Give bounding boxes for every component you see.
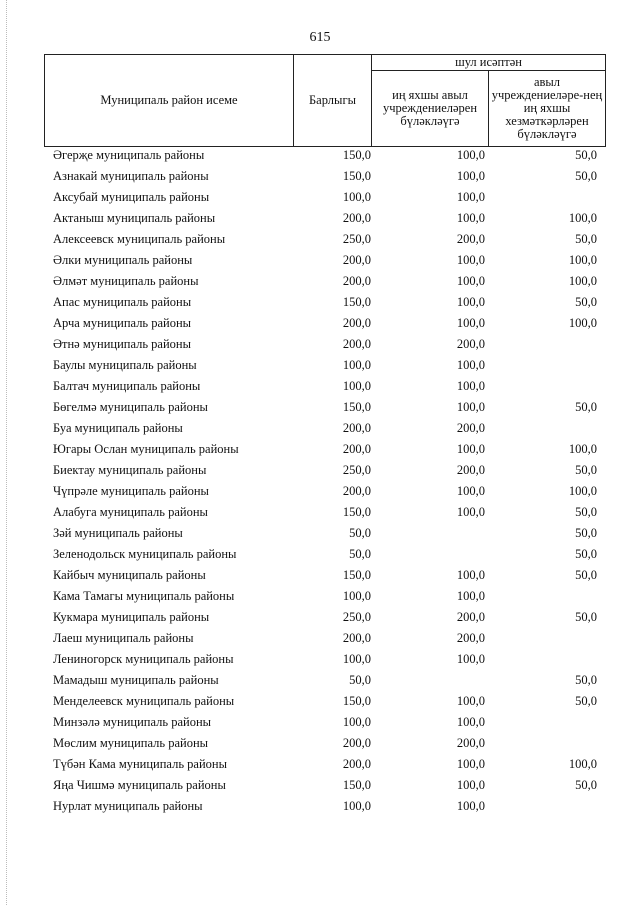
table-row [44, 334, 605, 355]
district-name: Түбән Кама муниципаль районы [53, 757, 227, 771]
total-value: 200,0 [342, 442, 371, 456]
table-row [44, 271, 605, 292]
total-value: 200,0 [342, 421, 371, 435]
total-value: 50,0 [349, 673, 371, 687]
table-row [44, 649, 605, 670]
table-row [44, 670, 605, 691]
district-name: Кама Тамагы муниципаль районы [53, 589, 235, 603]
workers-value: 50,0 [575, 463, 597, 477]
total-value: 150,0 [342, 694, 371, 708]
total-value: 100,0 [342, 652, 371, 666]
total-value: 200,0 [342, 253, 371, 267]
page-number: 615 [309, 30, 331, 45]
table-row [44, 691, 605, 712]
table-header [44, 54, 606, 147]
institutions-value: 100,0 [456, 715, 485, 729]
workers-value: 100,0 [568, 274, 597, 288]
district-name: Зәй муниципаль районы [53, 526, 183, 540]
district-name: Лениногорск муниципаль районы [53, 652, 234, 666]
district-name: Алексеевск муниципаль районы [53, 232, 226, 246]
district-name: Буа муниципаль районы [53, 421, 183, 435]
table-row [44, 145, 605, 166]
district-name: Яңа Чишмә муниципаль районы [53, 778, 226, 792]
district-name: Югары Ослан муниципаль районы [53, 442, 239, 456]
district-name: Мөслим муниципаль районы [53, 736, 209, 750]
table-row [44, 523, 605, 544]
institutions-value: 200,0 [456, 736, 485, 750]
table-row [44, 796, 605, 817]
district-name: Азнакай муниципаль районы [53, 169, 209, 183]
district-name: Апас муниципаль районы [53, 295, 192, 309]
institutions-value: 100,0 [456, 799, 485, 813]
workers-value: 100,0 [568, 316, 597, 330]
institutions-value: 100,0 [456, 778, 485, 792]
workers-value: 50,0 [575, 232, 597, 246]
table-row [44, 460, 605, 481]
table-row [44, 502, 605, 523]
institutions-value: 100,0 [456, 484, 485, 498]
table-row [44, 607, 605, 628]
total-value: 200,0 [342, 484, 371, 498]
institutions-value: 100,0 [456, 274, 485, 288]
total-value: 50,0 [349, 526, 371, 540]
district-name: Кайбыч муниципаль районы [53, 568, 206, 582]
table-row [44, 481, 605, 502]
workers-value: 50,0 [575, 295, 597, 309]
institutions-value: 100,0 [456, 442, 485, 456]
total-value: 150,0 [342, 400, 371, 414]
table-row [44, 355, 605, 376]
institutions-value: 100,0 [456, 505, 485, 519]
table-row [44, 229, 605, 250]
institutions-value: 100,0 [456, 148, 485, 162]
total-value: 200,0 [342, 337, 371, 351]
table-row [44, 565, 605, 586]
total-value: 200,0 [342, 211, 371, 225]
table-row [44, 250, 605, 271]
total-value: 200,0 [342, 274, 371, 288]
total-value: 150,0 [342, 505, 371, 519]
header-group: шул исәптән [372, 55, 606, 71]
total-value: 100,0 [342, 190, 371, 204]
scan-edge-marks [6, 0, 9, 905]
district-name: Нурлат муниципаль районы [53, 799, 203, 813]
total-value: 200,0 [342, 757, 371, 771]
district-name: Аксубай муниципаль районы [53, 190, 210, 204]
table-row [44, 439, 605, 460]
institutions-value: 100,0 [456, 400, 485, 414]
institutions-value: 100,0 [456, 379, 485, 393]
institutions-value: 100,0 [456, 694, 485, 708]
total-value: 200,0 [342, 316, 371, 330]
total-value: 150,0 [342, 778, 371, 792]
district-name: Мамадыш муниципаль районы [53, 673, 219, 687]
table-row [44, 397, 605, 418]
institutions-value: 200,0 [456, 421, 485, 435]
table-row [44, 418, 605, 439]
workers-value: 100,0 [568, 253, 597, 267]
total-value: 150,0 [342, 295, 371, 309]
workers-value: 50,0 [575, 694, 597, 708]
header-best-workers: авыл учреждениеләре-нең иң яхшы хезмәткәрләрен бүләкләүгә [489, 71, 606, 147]
table-row [44, 628, 605, 649]
district-name: Алабуга муниципаль районы [53, 505, 208, 519]
workers-value: 100,0 [568, 757, 597, 771]
district-name: Менделеевск муниципаль районы [53, 694, 235, 708]
table-row [44, 166, 605, 187]
total-value: 100,0 [342, 379, 371, 393]
table-row [44, 376, 605, 397]
table-row [44, 754, 605, 775]
institutions-value: 100,0 [456, 757, 485, 771]
institutions-value: 100,0 [456, 295, 485, 309]
district-name: Минзәлә муниципаль районы [53, 715, 212, 729]
total-value: 150,0 [342, 568, 371, 582]
total-value: 150,0 [342, 169, 371, 183]
workers-value: 50,0 [575, 673, 597, 687]
table-row [44, 733, 605, 754]
workers-value: 50,0 [575, 568, 597, 582]
workers-value: 50,0 [575, 169, 597, 183]
workers-value: 50,0 [575, 400, 597, 414]
header-best-institutions: иң яхшы авыл учреждениеләрен бүләкләүгә [372, 71, 489, 147]
header-total: Барлыгы [294, 55, 372, 147]
table-row [44, 292, 605, 313]
workers-value: 50,0 [575, 610, 597, 624]
total-value: 100,0 [342, 589, 371, 603]
district-name: Биектау муниципаль районы [53, 463, 207, 477]
institutions-value: 200,0 [456, 631, 485, 645]
header-district-name: Муниципаль район исеме [45, 55, 294, 147]
district-name: Арча муниципаль районы [53, 316, 192, 330]
workers-value: 50,0 [575, 547, 597, 561]
total-value: 100,0 [342, 358, 371, 372]
institutions-value: 100,0 [456, 316, 485, 330]
workers-value: 50,0 [575, 148, 597, 162]
total-value: 200,0 [342, 631, 371, 645]
institutions-value: 100,0 [456, 211, 485, 225]
institutions-value: 200,0 [456, 337, 485, 351]
district-name: Зеленодольск муниципаль районы [53, 547, 237, 561]
district-name: Әтнә муниципаль районы [53, 337, 192, 351]
institutions-value: 100,0 [456, 190, 485, 204]
table-row [44, 187, 605, 208]
district-name: Әгерҗе муниципаль районы [53, 148, 205, 162]
workers-value: 100,0 [568, 484, 597, 498]
institutions-value: 100,0 [456, 169, 485, 183]
district-name: Чүпрәле муниципаль районы [53, 484, 209, 498]
district-name: Әлки муниципаль районы [53, 253, 193, 267]
workers-value: 100,0 [568, 211, 597, 225]
table-row [44, 712, 605, 733]
institutions-value: 200,0 [456, 232, 485, 246]
total-value: 50,0 [349, 547, 371, 561]
total-value: 200,0 [342, 736, 371, 750]
total-value: 250,0 [342, 463, 371, 477]
total-value: 250,0 [342, 610, 371, 624]
institutions-value: 100,0 [456, 652, 485, 666]
workers-value: 50,0 [575, 505, 597, 519]
district-name: Актаныш муниципаль районы [53, 211, 216, 225]
table-row [44, 208, 605, 229]
table-row [44, 313, 605, 334]
workers-value: 50,0 [575, 778, 597, 792]
district-name: Балтач муниципаль районы [53, 379, 201, 393]
table-body [44, 145, 605, 817]
institutions-value: 200,0 [456, 463, 485, 477]
workers-value: 50,0 [575, 526, 597, 540]
district-name: Әлмәт муниципаль районы [53, 274, 199, 288]
institutions-value: 100,0 [456, 568, 485, 582]
table-row [44, 775, 605, 796]
institutions-value: 100,0 [456, 589, 485, 603]
total-value: 100,0 [342, 715, 371, 729]
institutions-value: 100,0 [456, 358, 485, 372]
district-name: Кукмара муниципаль районы [53, 610, 210, 624]
total-value: 250,0 [342, 232, 371, 246]
district-name: Баулы муниципаль районы [53, 358, 197, 372]
total-value: 100,0 [342, 799, 371, 813]
institutions-value: 200,0 [456, 610, 485, 624]
district-name: Бөгелмә муниципаль районы [53, 400, 208, 414]
total-value: 150,0 [342, 148, 371, 162]
institutions-value: 100,0 [456, 253, 485, 267]
workers-value: 100,0 [568, 442, 597, 456]
table-row [44, 586, 605, 607]
table-row [44, 544, 605, 565]
district-name: Лаеш муниципаль районы [53, 631, 194, 645]
